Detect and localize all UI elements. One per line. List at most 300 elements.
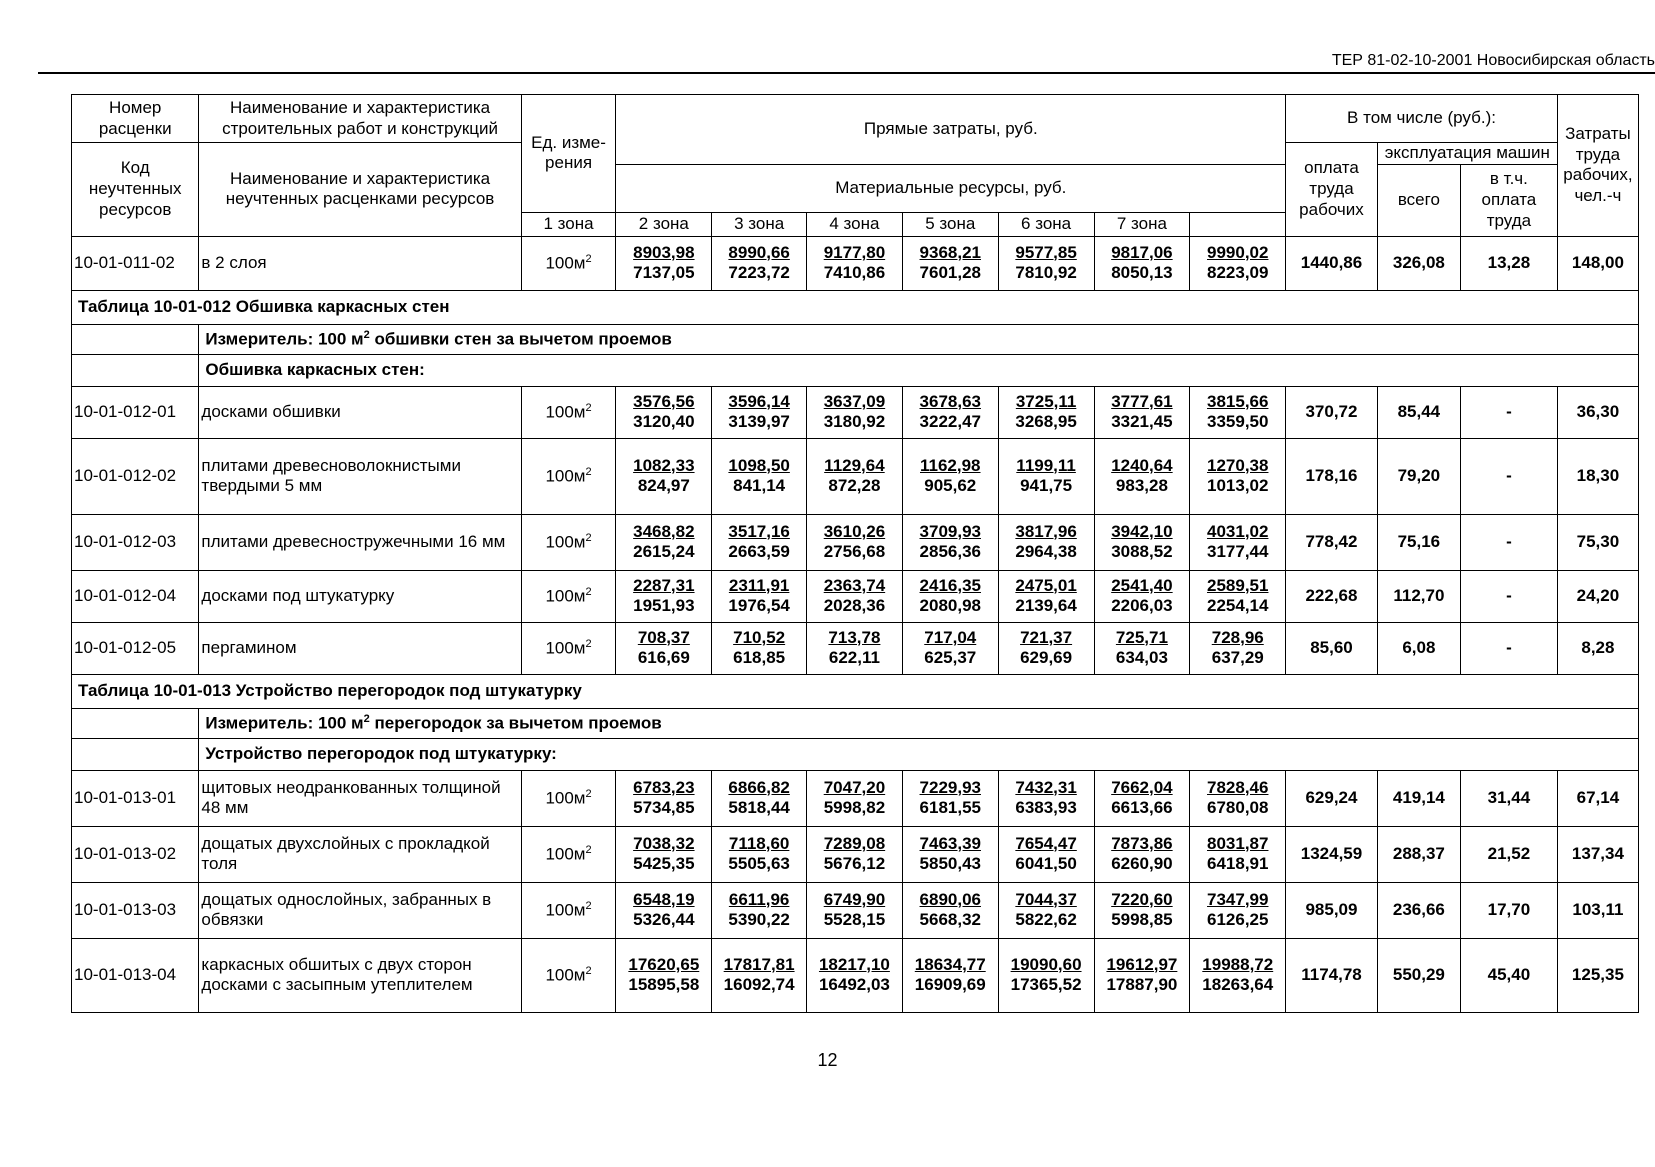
material-cost-value: 6041,50 — [1015, 854, 1077, 874]
unit-label: 100м — [545, 253, 586, 273]
unit-exponent: 2 — [585, 787, 592, 800]
header-work-name: Наименование и характеристика строительных работ и конструкций — [199, 95, 521, 143]
direct-cost-value: 1129,64 — [824, 455, 885, 475]
direct-cost-value: 2311,91 — [728, 575, 790, 595]
zone-cost-cell — [616, 236, 712, 290]
zone-cost-cell — [616, 386, 712, 438]
material-cost-value: 5822,62 — [1015, 910, 1077, 930]
direct-cost-value: 7044,37 — [1015, 889, 1077, 909]
header-zone: 1 зона — [521, 212, 616, 236]
zone-cost-cell — [616, 438, 712, 514]
empty-cell — [72, 354, 199, 386]
direct-cost-value: 7654,47 — [1015, 833, 1077, 853]
zone-cost-cell — [902, 386, 998, 438]
machines-pay-value: 13,28 — [1460, 236, 1557, 290]
table-row — [72, 236, 1639, 290]
material-cost-value: 2615,24 — [633, 542, 695, 562]
empty-cell — [72, 324, 199, 354]
labor-pay-value: 1440,86 — [1286, 236, 1378, 290]
zone-cost-cell — [998, 514, 1094, 570]
direct-cost-value: 710,52 — [733, 627, 786, 647]
zone-cost-cell — [1190, 770, 1286, 826]
header-zone: 7 зона — [1094, 212, 1190, 236]
direct-cost-value: 6548,19 — [633, 889, 695, 909]
zone-cost-cell — [902, 882, 998, 938]
direct-cost-value: 3517,16 — [728, 521, 790, 541]
unit-label: 100м — [545, 844, 586, 864]
direct-cost-value: 1082,33 — [633, 455, 695, 475]
work-name: плитами древесностружечными 16 мм — [199, 514, 521, 570]
unit-exponent: 2 — [585, 964, 592, 977]
rate-code: 10-01-013-03 — [72, 882, 199, 938]
direct-cost-value: 7662,04 — [1111, 777, 1173, 797]
material-cost-value: 8050,13 — [1111, 263, 1173, 283]
zone-cost-cell — [1094, 770, 1190, 826]
material-cost-value: 15895,58 — [628, 975, 700, 995]
material-cost-value: 5425,35 — [633, 854, 695, 874]
zone-cost-cell — [1094, 236, 1190, 290]
rate-code: 10-01-012-05 — [72, 622, 199, 674]
zone-cost-cell — [807, 514, 903, 570]
direct-cost-value: 6890,06 — [919, 889, 981, 909]
zone-cost-cell — [1190, 386, 1286, 438]
header-rule — [38, 72, 1655, 74]
material-cost-value: 16492,03 — [818, 975, 890, 995]
direct-cost-value: 7047,20 — [823, 777, 886, 797]
material-cost-value: 7223,72 — [728, 263, 790, 283]
unit-label: 100м — [545, 900, 586, 920]
direct-cost-value: 2287,31 — [633, 575, 695, 595]
measure-text — [199, 324, 1639, 354]
unit-label: 100м — [545, 788, 586, 808]
material-cost-value: 1013,02 — [1207, 476, 1269, 496]
header-labor-pay: оплата труда рабочих — [1286, 143, 1378, 237]
labor-pay-value: 370,72 — [1286, 386, 1378, 438]
zone-cost-cell — [1094, 622, 1190, 674]
material-cost-value: 5850,43 — [919, 854, 981, 874]
direct-cost-value: 3725,11 — [1015, 391, 1077, 411]
unit-label: 100м — [545, 965, 586, 985]
direct-cost-value: 3709,93 — [919, 521, 981, 541]
direct-cost-value: 8990,66 — [728, 242, 790, 262]
direct-cost-value: 3596,14 — [728, 391, 790, 411]
machines-pay-value: - — [1460, 438, 1557, 514]
labor-hours-value: 36,30 — [1557, 386, 1638, 438]
material-cost-value: 6126,25 — [1207, 910, 1269, 930]
material-cost-value: 625,37 — [924, 648, 977, 668]
table-title-row — [72, 674, 1639, 708]
direct-cost-value: 3610,26 — [823, 521, 886, 541]
direct-cost-value: 8903,98 — [633, 242, 695, 262]
zone-cost-cell — [902, 514, 998, 570]
machines-total-value: 326,08 — [1377, 236, 1460, 290]
header-resource-code: Код неучтенных ресурсов — [72, 143, 199, 237]
unit-label: 100м — [545, 638, 586, 658]
unit-label: 100м — [545, 466, 586, 486]
zone-cost-cell — [998, 438, 1094, 514]
unit-exponent: 2 — [585, 531, 592, 544]
material-cost-value: 8223,09 — [1207, 263, 1269, 283]
header-including: В том числе (руб.): — [1286, 95, 1558, 143]
labor-hours-value: 67,14 — [1557, 770, 1638, 826]
material-cost-value: 5734,85 — [633, 798, 695, 818]
direct-cost-value: 3468,82 — [633, 521, 695, 541]
material-cost-value: 5528,15 — [823, 910, 886, 930]
zone-cost-cell — [807, 438, 903, 514]
material-cost-value: 983,28 — [1115, 476, 1168, 496]
direct-cost-value: 3817,96 — [1015, 521, 1077, 541]
work-name: дощатых двухслойных с прокладкой толя — [199, 826, 521, 882]
work-name: досками обшивки — [199, 386, 521, 438]
work-name: дощатых однослойных, забранных в обвязки — [199, 882, 521, 938]
material-cost-value: 629,69 — [1020, 648, 1073, 668]
unit-cell — [521, 826, 616, 882]
material-cost-value: 3268,95 — [1015, 412, 1077, 432]
unit-cell — [521, 236, 616, 290]
zone-cost-cell — [902, 938, 998, 1012]
material-cost-value: 3180,92 — [823, 412, 886, 432]
zone-cost-cell — [807, 386, 903, 438]
unit-label: 100м — [545, 532, 586, 552]
direct-cost-value: 3637,09 — [823, 391, 886, 411]
header-material: Материальные ресурсы, руб. — [616, 164, 1286, 212]
rate-code: 10-01-012-01 — [72, 386, 199, 438]
zone-cost-cell — [712, 938, 807, 1012]
zone-cost-cell — [712, 570, 807, 622]
zone-cost-cell — [902, 826, 998, 882]
labor-pay-value: 985,09 — [1286, 882, 1378, 938]
direct-cost-value: 9177,80 — [823, 242, 886, 262]
material-cost-value: 18263,64 — [1202, 975, 1274, 995]
header-zone: 6 зона — [998, 212, 1094, 236]
header-rate-number: Номер расценки — [72, 95, 199, 143]
zone-cost-cell — [1190, 236, 1286, 290]
material-cost-value: 5998,85 — [1111, 910, 1173, 930]
material-cost-value: 634,03 — [1115, 648, 1168, 668]
labor-hours-value: 75,30 — [1557, 514, 1638, 570]
direct-cost-value: 7873,86 — [1111, 833, 1173, 853]
work-name: досками под штукатурку — [199, 570, 521, 622]
direct-cost-value: 1162,98 — [920, 455, 981, 475]
zone-cost-cell — [902, 438, 998, 514]
group-title: Устройство перегородок под штукатурку: — [199, 738, 1639, 770]
zone-cost-cell — [998, 882, 1094, 938]
zone-cost-cell — [616, 514, 712, 570]
material-cost-value: 5818,44 — [728, 798, 790, 818]
material-cost-value: 5676,12 — [823, 854, 886, 874]
labor-pay-value: 778,42 — [1286, 514, 1378, 570]
labor-hours-value: 18,30 — [1557, 438, 1638, 514]
zone-cost-cell — [712, 622, 807, 674]
machines-total-value: 419,14 — [1377, 770, 1460, 826]
header-direct-costs: Прямые затраты, руб. — [616, 95, 1286, 165]
zone-cost-cell — [1094, 438, 1190, 514]
direct-cost-value: 18217,10 — [818, 954, 890, 974]
labor-hours-value: 125,35 — [1557, 938, 1638, 1012]
direct-cost-value: 2363,74 — [823, 575, 886, 595]
material-cost-value: 6613,66 — [1111, 798, 1173, 818]
work-name: пергамином — [199, 622, 521, 674]
direct-cost-value: 721,37 — [1020, 627, 1073, 647]
direct-cost-value: 708,37 — [637, 627, 690, 647]
direct-cost-value: 4031,02 — [1207, 521, 1269, 541]
machines-total-value: 75,16 — [1377, 514, 1460, 570]
table-row — [72, 882, 1639, 938]
rate-code: 10-01-013-04 — [72, 938, 199, 1012]
material-cost-value: 2856,36 — [919, 542, 981, 562]
direct-cost-value: 9990,02 — [1207, 242, 1269, 262]
page-number: 12 — [817, 1050, 838, 1070]
direct-cost-value: 2589,51 — [1207, 575, 1269, 595]
zone-cost-cell — [1190, 938, 1286, 1012]
direct-cost-value: 3678,63 — [919, 391, 981, 411]
machines-pay-value: 21,52 — [1460, 826, 1557, 882]
material-cost-value: 6418,91 — [1207, 854, 1269, 874]
direct-cost-value: 713,78 — [828, 627, 881, 647]
material-cost-value: 7137,05 — [633, 263, 695, 283]
material-cost-value: 3088,52 — [1111, 542, 1173, 562]
zone-cost-cell — [1190, 514, 1286, 570]
measure-prefix: Измеритель: 100 м — [205, 713, 364, 733]
zone-cost-cell — [998, 826, 1094, 882]
material-cost-value: 824,97 — [637, 476, 690, 496]
direct-cost-value: 1270,38 — [1207, 455, 1269, 475]
direct-cost-value: 7432,31 — [1015, 777, 1077, 797]
zone-cost-cell — [998, 386, 1094, 438]
work-name: щитовых неодранкованных толщиной 48 мм — [199, 770, 521, 826]
direct-cost-value: 7118,60 — [728, 833, 790, 853]
header-zone: 3 зона — [712, 212, 807, 236]
direct-cost-value: 6611,96 — [728, 889, 790, 909]
header-zone: 2 зона — [616, 212, 712, 236]
unit-cell — [521, 938, 616, 1012]
direct-cost-value: 3777,61 — [1111, 391, 1173, 411]
empty-cell — [72, 738, 199, 770]
zone-cost-cell — [616, 770, 712, 826]
zone-cost-cell — [1094, 826, 1190, 882]
unit-exponent: 2 — [585, 401, 592, 414]
rate-code: 10-01-012-02 — [72, 438, 199, 514]
material-cost-value: 3321,45 — [1111, 412, 1173, 432]
machines-total-value: 550,29 — [1377, 938, 1460, 1012]
machines-pay-value: - — [1460, 514, 1557, 570]
header-machines-pay: в т.ч. оплата труда — [1460, 164, 1557, 236]
material-cost-value: 5505,63 — [728, 854, 790, 874]
direct-cost-value: 17620,65 — [628, 954, 700, 974]
direct-cost-value: 1240,64 — [1111, 455, 1173, 475]
zone-cost-cell — [998, 938, 1094, 1012]
material-cost-value: 7410,86 — [823, 263, 886, 283]
zone-cost-cell — [712, 438, 807, 514]
labor-hours-value: 24,20 — [1557, 570, 1638, 622]
material-cost-value: 6260,90 — [1111, 854, 1173, 874]
group-row — [72, 354, 1639, 386]
material-cost-value: 1976,54 — [728, 596, 790, 616]
zone-cost-cell — [807, 826, 903, 882]
unit-cell — [521, 570, 616, 622]
unit-cell — [521, 386, 616, 438]
zone-cost-cell — [902, 236, 998, 290]
measure-suffix: обшивки стен за вычетом проемов — [369, 329, 672, 349]
labor-pay-value: 1324,59 — [1286, 826, 1378, 882]
zone-cost-cell — [1094, 938, 1190, 1012]
machines-pay-value: 45,40 — [1460, 938, 1557, 1012]
unit-cell — [521, 622, 616, 674]
measure-row — [72, 324, 1639, 354]
labor-pay-value: 629,24 — [1286, 770, 1378, 826]
direct-cost-value: 19090,60 — [1010, 954, 1082, 974]
labor-pay-value: 85,60 — [1286, 622, 1378, 674]
zone-cost-cell — [712, 236, 807, 290]
header-machines-total: всего — [1377, 164, 1460, 236]
unit-exponent: 2 — [585, 899, 592, 912]
zone-cost-cell — [616, 882, 712, 938]
zone-cost-cell — [1094, 514, 1190, 570]
material-cost-value: 17887,90 — [1106, 975, 1178, 995]
direct-cost-value: 9577,85 — [1015, 242, 1077, 262]
direct-cost-value: 7347,99 — [1207, 889, 1269, 909]
work-name: плитами древесноволокнистыми твердыми 5 мм — [199, 438, 521, 514]
labor-pay-value: 222,68 — [1286, 570, 1378, 622]
labor-pay-value: 1174,78 — [1286, 938, 1378, 1012]
material-cost-value: 7810,92 — [1015, 263, 1077, 283]
group-row — [72, 738, 1639, 770]
rates-table — [71, 94, 1639, 1013]
zone-cost-cell — [807, 938, 903, 1012]
zone-cost-cell — [712, 386, 807, 438]
header-zone: 4 зона — [807, 212, 903, 236]
material-cost-value: 1951,93 — [633, 596, 695, 616]
machines-total-value: 112,70 — [1377, 570, 1460, 622]
unit-exponent: 2 — [585, 252, 592, 265]
unit-cell — [521, 438, 616, 514]
zone-cost-cell — [998, 770, 1094, 826]
material-cost-value: 3120,40 — [633, 412, 695, 432]
direct-cost-value: 728,96 — [1211, 627, 1264, 647]
material-cost-value: 2663,59 — [728, 542, 790, 562]
empty-cell — [72, 708, 199, 738]
direct-cost-value: 3576,56 — [633, 391, 695, 411]
machines-pay-value: - — [1460, 622, 1557, 674]
zone-cost-cell — [807, 882, 903, 938]
unit-cell — [521, 770, 616, 826]
zone-cost-cell — [998, 570, 1094, 622]
header-labor-hours: Затраты труда рабочих, чел.-ч — [1557, 95, 1638, 237]
material-cost-value: 2206,03 — [1111, 596, 1173, 616]
zone-cost-cell — [616, 622, 712, 674]
machines-total-value: 79,20 — [1377, 438, 1460, 514]
material-cost-value: 2756,68 — [823, 542, 886, 562]
measure-text — [199, 708, 1639, 738]
material-cost-value: 3139,97 — [728, 412, 790, 432]
machines-pay-value: - — [1460, 386, 1557, 438]
direct-cost-value: 17817,81 — [723, 954, 795, 974]
material-cost-value: 841,14 — [733, 476, 786, 496]
material-cost-value: 2028,36 — [823, 596, 886, 616]
labor-hours-value: 148,00 — [1557, 236, 1638, 290]
direct-cost-value: 19988,72 — [1202, 954, 1274, 974]
material-cost-value: 2139,64 — [1015, 596, 1077, 616]
measure-suffix: перегородок за вычетом проемов — [369, 713, 662, 733]
direct-cost-value: 8031,87 — [1207, 833, 1269, 853]
machines-total-value: 236,66 — [1377, 882, 1460, 938]
zone-cost-cell — [807, 622, 903, 674]
group-title: Обшивка каркасных стен: — [199, 354, 1639, 386]
zone-cost-cell — [1094, 386, 1190, 438]
direct-cost-value: 7229,93 — [919, 777, 981, 797]
zone-cost-cell — [616, 938, 712, 1012]
zone-cost-cell — [807, 570, 903, 622]
zone-cost-cell — [1190, 622, 1286, 674]
measure-row — [72, 708, 1639, 738]
header-resource-name: Наименование и характеристика неучтенных расценками ресурсов — [199, 143, 521, 237]
zone-cost-cell — [902, 770, 998, 826]
machines-total-value: 85,44 — [1377, 386, 1460, 438]
material-cost-value: 5998,82 — [823, 798, 886, 818]
material-cost-value: 17365,52 — [1010, 975, 1082, 995]
table-row — [72, 570, 1639, 622]
labor-hours-value: 103,11 — [1557, 882, 1638, 938]
direct-cost-value: 6866,82 — [728, 777, 790, 797]
zone-cost-cell — [712, 882, 807, 938]
zone-cost-cell — [1094, 570, 1190, 622]
labor-hours-value: 8,28 — [1557, 622, 1638, 674]
material-cost-value: 3359,50 — [1207, 412, 1269, 432]
material-cost-value: 7601,28 — [919, 263, 981, 283]
table-row — [72, 438, 1639, 514]
zone-cost-cell — [1190, 438, 1286, 514]
unit-exponent: 2 — [585, 585, 592, 598]
zone-cost-cell — [616, 570, 712, 622]
zone-cost-cell — [712, 514, 807, 570]
material-cost-value: 2254,14 — [1207, 596, 1269, 616]
zone-cost-cell — [998, 622, 1094, 674]
material-cost-value: 622,11 — [828, 648, 880, 668]
rate-code: 10-01-012-03 — [72, 514, 199, 570]
direct-cost-value: 19612,97 — [1106, 954, 1178, 974]
direct-cost-value: 6783,23 — [633, 777, 695, 797]
labor-hours-value: 137,34 — [1557, 826, 1638, 882]
direct-cost-value: 7463,39 — [919, 833, 981, 853]
zone-cost-cell — [1190, 882, 1286, 938]
header-unit: Ед. изме-рения — [521, 95, 616, 213]
table-title-row — [72, 290, 1639, 324]
machines-total-value: 288,37 — [1377, 826, 1460, 882]
material-cost-value: 2964,38 — [1015, 542, 1077, 562]
material-cost-value: 6383,93 — [1015, 798, 1077, 818]
direct-cost-value: 2416,35 — [919, 575, 981, 595]
table-row — [72, 826, 1639, 882]
table-row — [72, 386, 1639, 438]
zone-cost-cell — [712, 770, 807, 826]
direct-cost-value: 7289,08 — [823, 833, 886, 853]
zone-cost-cell — [807, 236, 903, 290]
rate-code: 10-01-013-01 — [72, 770, 199, 826]
work-name: каркасных обшитых с двух сторон досками с засыпным утеплителем — [199, 938, 521, 1012]
labor-pay-value: 178,16 — [1286, 438, 1378, 514]
direct-cost-value: 1199,11 — [1016, 455, 1076, 475]
table-title: Таблица 10-01-012 Обшивка каркасных стен — [72, 290, 1639, 324]
direct-cost-value: 7038,32 — [633, 833, 695, 853]
direct-cost-value: 9817,06 — [1111, 242, 1173, 262]
zone-cost-cell — [1190, 570, 1286, 622]
unit-exponent: 2 — [585, 465, 592, 478]
material-cost-value: 6181,55 — [919, 798, 981, 818]
direct-cost-value: 18634,77 — [914, 954, 986, 974]
measure-prefix: Измеритель: 100 м — [205, 329, 364, 349]
unit-exponent: 2 — [585, 637, 592, 650]
rate-code: 10-01-011-02 — [72, 236, 199, 290]
